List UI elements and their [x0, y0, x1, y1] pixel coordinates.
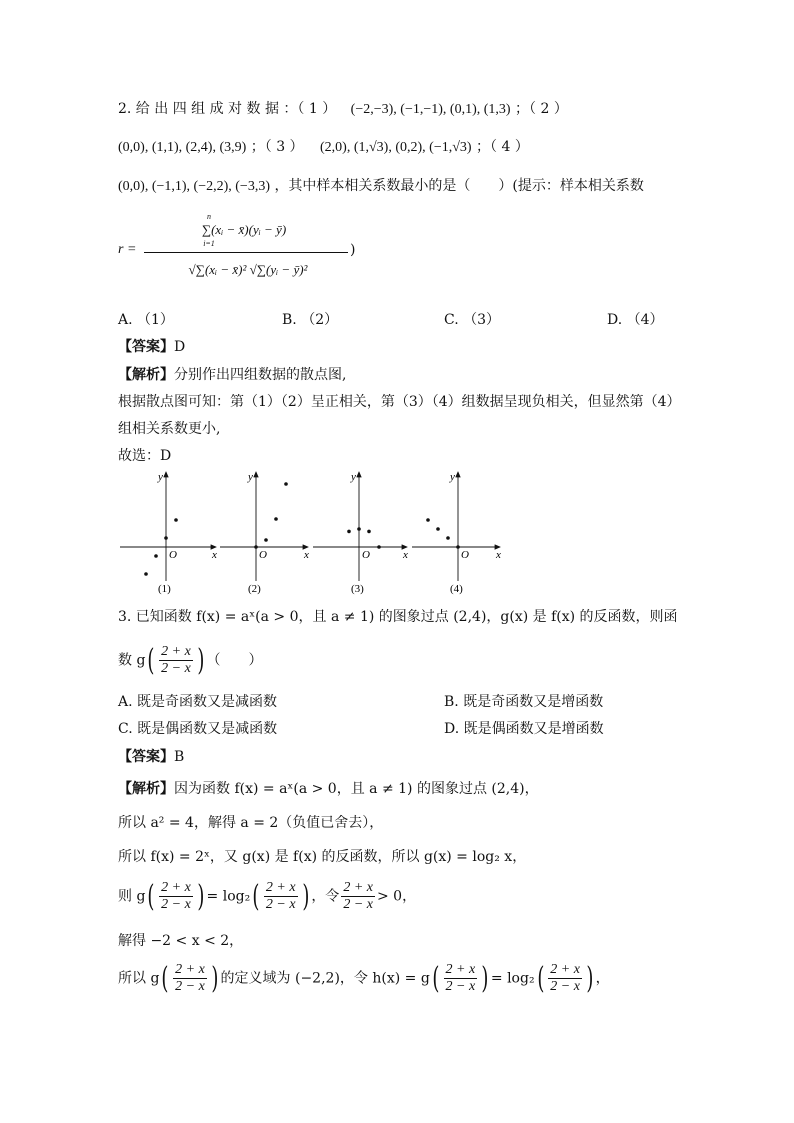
scatter-point — [357, 527, 361, 531]
q2-analysis-2: 根据散点图可知：第（1）（2）呈正相关，第（3）（4）组数据呈现负相关，但显然第（4） — [118, 394, 681, 410]
formula-lhs: r = — [118, 242, 137, 257]
frac-num: 2 + x — [265, 880, 296, 895]
origin-label: O — [169, 549, 177, 561]
analysis-tag: 【解析】 — [118, 781, 174, 797]
frac-den: 2 − x — [445, 979, 476, 994]
formula-denominator: √∑(xᵢ − x̄)² √∑(yᵢ − ȳ)² — [188, 262, 308, 277]
q2-analysis-3: 组相关系数更小, — [118, 421, 221, 437]
y-axis-label: y — [248, 471, 253, 483]
q2-sep1: ；（ 2 ） — [515, 101, 568, 117]
q2-option-c[interactable]: C. （3） — [444, 312, 501, 328]
plot-label: (2) — [248, 583, 261, 595]
q2-prefix: 2. 给 出 四 组 成 对 数 据 ：（ 1 ） — [118, 101, 337, 117]
formula-numerator — [144, 212, 344, 248]
answer-value: D — [174, 339, 186, 355]
analysis-text: 分别作出四组数据的散点图, — [174, 367, 347, 383]
scatter-point — [274, 517, 278, 521]
q3-option-d[interactable]: D. 既是偶函数又是增函数 — [444, 721, 604, 737]
scatter-point — [264, 538, 268, 542]
numerator-expr: ∑(xᵢ − x̄)(yᵢ − ȳ) — [201, 222, 287, 237]
plot-label: (4) — [450, 583, 463, 595]
a4-text: ，令 — [311, 888, 340, 905]
q2-answer — [118, 336, 185, 358]
analysis-tag: 【解析】 — [118, 367, 174, 383]
q2-sep2: ；（ 3 ） — [250, 139, 304, 155]
answer-value: B — [174, 749, 185, 765]
a6-end: ， — [595, 970, 610, 987]
q3-analysis-5: 解得 −2 < x < 2， — [118, 933, 244, 949]
a4-mid: = log₂ — [206, 888, 251, 905]
analysis-text: 因为函数 f(x) = aˣ(a > 0，且 a ≠ 1) 的图象过点 (2,4)， — [174, 781, 539, 797]
q3-option-c[interactable]: C. 既是偶函数又是减函数 — [118, 721, 278, 737]
x-axis-label: x — [212, 549, 217, 561]
q2-analysis-4: 故选：D — [118, 448, 172, 464]
scatter-point — [456, 545, 460, 549]
q3-analysis-4: 则 g( $\frac{2 + x}{2 - x}$ ) = log₂( $\frac{2 + x}{2 - x}$ ) ，令 $\frac{2 + x}{2 - x}$ > 0， — [118, 878, 417, 914]
q3-answer — [118, 746, 184, 768]
q3-analysis-1 — [118, 778, 539, 800]
origin-label: O — [461, 549, 469, 561]
scatter-point — [377, 545, 381, 549]
q2-set4: (0,0), (−1,1), (−2,2), (−3,3) — [118, 179, 270, 194]
q2-line1 — [118, 98, 568, 121]
q3-line1: 3. 已知函数 f(x) = aˣ(a > 0，且 a ≠ 1) 的图象过点 (2,4)，g(x) 是 f(x) 的反函数，则函 — [118, 609, 678, 625]
scatter-plots — [118, 466, 508, 598]
scatter-point — [446, 536, 450, 540]
x-axis-label: x — [403, 549, 408, 561]
origin-label: O — [259, 549, 267, 561]
q2-question: ，其中样本相关系数最小的是（ ）(提示：样本相关系数 — [274, 178, 644, 194]
q2-set3: (2,0), (1,√3), (0,2), (−1,√3) — [320, 140, 472, 155]
y-axis-label: y — [158, 471, 163, 483]
q2-line2 — [118, 136, 529, 159]
frac-num: 2 + x — [161, 880, 191, 895]
scatter-point — [164, 536, 168, 540]
q3-g: 数 g — [118, 652, 146, 669]
a6-mid: 的定义域为 (−2,2)，令 h(x) = g — [220, 970, 430, 987]
frac-num: 2 + x — [343, 880, 373, 895]
q3-analysis-6: 所以 g( $\frac{2 + x}{2 - x}$ ) 的定义域为 (−2,2)，令 h(x) = g( $\frac{2 + x}{2 - x}$ ) = log₂( $\frac{2 + x}{2 - x}$ ) ， — [118, 960, 610, 996]
sum-bottom: i=1 — [203, 239, 215, 248]
scatter-point — [367, 530, 371, 534]
scatter-point — [254, 545, 258, 549]
q2-set1: (−2,−3), (−1,−1), (0,1), (1,3) — [350, 102, 511, 117]
frac-den: 2 − x — [550, 979, 580, 994]
q2-sep3: ；（ 4 ） — [476, 139, 529, 155]
x-axis-label: x — [496, 549, 501, 561]
frac-num: 2 + x — [445, 962, 476, 977]
scatter-point — [284, 482, 288, 486]
origin-label: O — [362, 549, 370, 561]
q2-analysis-1 — [118, 364, 346, 386]
y-axis-label: y — [450, 471, 455, 483]
correlation-formula — [118, 212, 358, 304]
scatter-point — [426, 518, 430, 522]
scatter-point — [174, 518, 178, 522]
q2-option-a[interactable]: A. （1） — [118, 312, 174, 328]
frac-den: 2 − x — [161, 897, 191, 912]
q3-line2: 数 g( $\frac{2 + x}{2 - x}$ ) （ ） — [118, 642, 263, 678]
plot-label: (3) — [351, 583, 364, 595]
sum-top: n — [207, 212, 211, 221]
frac-den: 2 − x — [175, 979, 205, 994]
a4-suffix: > 0， — [376, 888, 417, 905]
q3-analysis-2: 所以 a² = 4，解得 a = 2（负值已舍去）， — [118, 815, 384, 831]
scatter-point — [144, 572, 148, 576]
q3-option-b[interactable]: B. 既是奇函数又是增函数 — [444, 694, 604, 710]
q3-analysis-3: 所以 f(x) = 2ˣ，又 g(x) 是 f(x) 的反函数，所以 g(x) = log₂ x， — [118, 849, 527, 865]
frac-num: 2 + x — [175, 962, 205, 977]
x-axis-label: x — [304, 549, 309, 561]
q2-line3 — [118, 175, 644, 198]
frac-num: 2 + x — [161, 644, 191, 659]
frac-num: 2 + x — [550, 962, 580, 977]
a6-eq: = log₂ — [490, 970, 535, 987]
q3-blank: （ ） — [206, 652, 263, 669]
answer-tag: 【答案】 — [118, 749, 174, 765]
y-axis-label: y — [351, 471, 356, 483]
scatter-point — [436, 527, 440, 531]
q3-option-a[interactable]: A. 既是奇函数又是减函数 — [118, 694, 278, 710]
fraction-bar — [144, 252, 348, 253]
q2-option-d[interactable]: D. （4） — [607, 312, 664, 328]
frac-den: 2 − x — [161, 661, 191, 676]
frac-den: 2 − x — [343, 897, 373, 912]
scatter-point — [347, 530, 351, 534]
scatter-point — [154, 554, 158, 558]
plot-label: (1) — [158, 583, 171, 595]
frac-den: 2 − x — [265, 897, 296, 912]
formula-close: ) — [350, 242, 356, 258]
a6-prefix: 所以 g — [118, 970, 160, 987]
q2-set2: (0,0), (1,1), (2,4), (3,9) — [118, 140, 247, 155]
answer-tag: 【答案】 — [118, 339, 174, 355]
q2-option-b[interactable]: B. （2） — [282, 312, 339, 328]
a4-prefix: 则 g — [118, 888, 146, 905]
